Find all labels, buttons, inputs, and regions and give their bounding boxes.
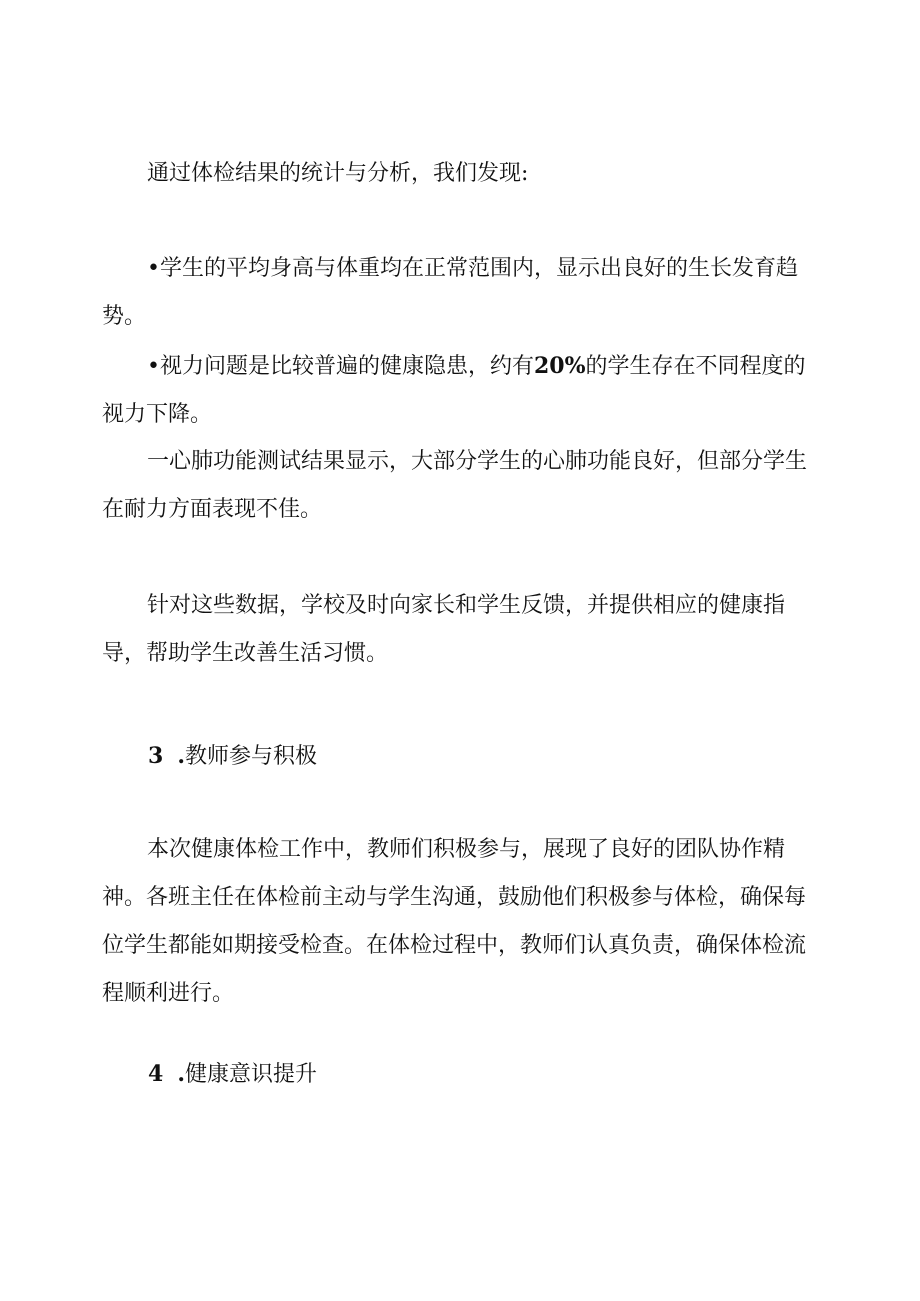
section-3-body: 本次健康体检工作中，教师们积极参与，展现了良好的团队协作精神。各班主任在体检前主动与学生沟通，鼓励他们积极参与体检，确保每位学生都能如期接受检查。在体检过程中，教师们认真负责，确保体检流程顺利进行。	[102, 837, 807, 1006]
section-4-number: 4	[148, 1061, 164, 1087]
finding-cardio: 一心肺功能测试结果显示，大部分学生的心肺功能良好，但部分学生在耐力方面表现不佳。	[102, 449, 808, 522]
section-4-heading	[148, 1050, 317, 1099]
finding-vision-pre: •视力问题是比较普遍的健康隐患，约有	[147, 354, 534, 379]
intro-paragraph: 通过体检结果的统计与分析，我们发现:	[147, 161, 529, 186]
feedback-paragraph: 针对这些数据，学校及时向家长和学生反馈，并提供相应的健康指导，帮助学生改善生活习惯。	[102, 593, 786, 666]
section-4-dot: .	[177, 1061, 185, 1087]
section-3-title: 教师参与积极	[184, 744, 317, 769]
finding-vision-post: 的学生存在不同程度的视力下降。	[102, 354, 806, 427]
section-4-title: 健康意识提升	[184, 1062, 317, 1087]
section-3-number: 3	[148, 743, 164, 769]
section-3-heading	[148, 732, 317, 781]
section-3-dot: .	[177, 743, 185, 769]
finding-height-weight: •学生的平均身高与体重均在正常范围内，显示出良好的生长发育趋势。	[102, 256, 798, 329]
finding-vision	[102, 342, 822, 439]
finding-vision-percent: 20%	[533, 353, 586, 379]
